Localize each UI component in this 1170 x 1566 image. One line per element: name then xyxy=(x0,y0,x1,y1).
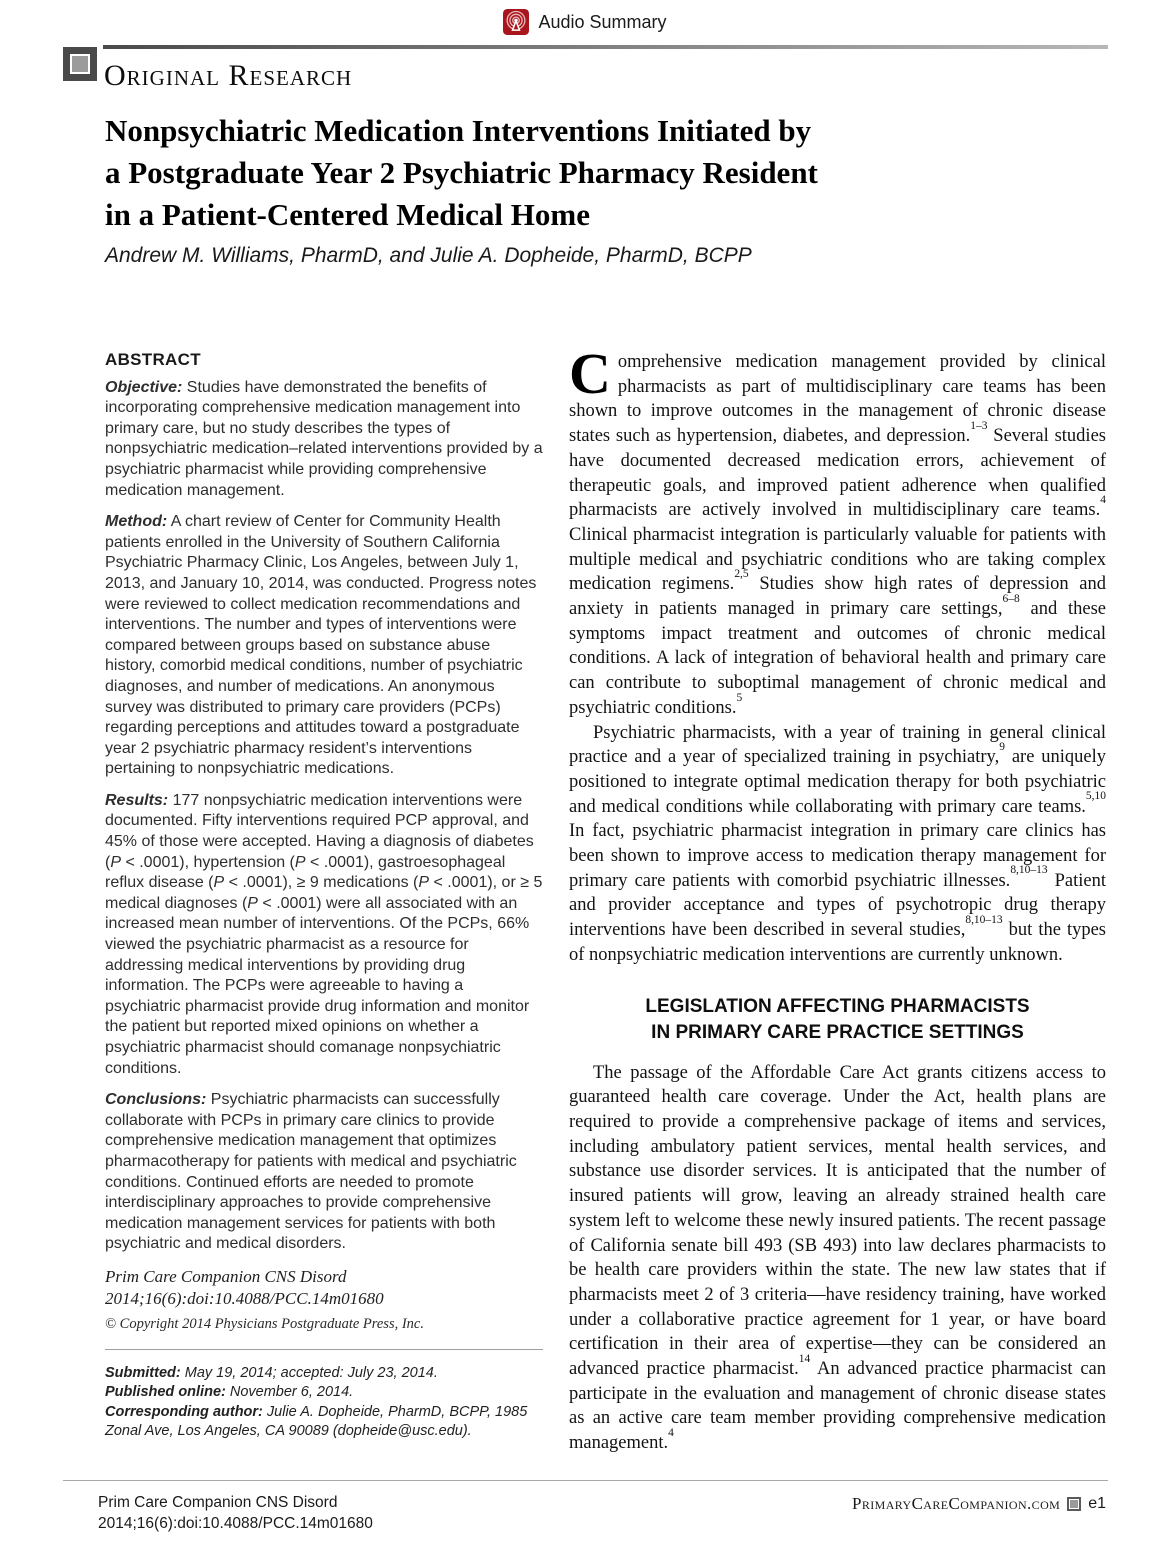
published-line xyxy=(105,1383,543,1403)
method-label: Method: xyxy=(105,513,168,531)
corresponding-author-line xyxy=(105,1403,543,1442)
abstract-divider xyxy=(105,1349,543,1350)
audio-summary-link[interactable] xyxy=(0,6,1170,38)
banner-rule xyxy=(103,45,1108,49)
copyright-notice: © Copyright 2014 Physicians Postgraduate Press, Inc. xyxy=(105,1315,424,1332)
footer-citation-line-2: 2014;16(6):doi:10.4088/PCC.14m01680 xyxy=(98,1515,373,1532)
section-heading xyxy=(569,994,1106,1046)
intro-paragraph xyxy=(569,341,1106,721)
abstract-citation xyxy=(105,1266,543,1310)
results-label: Results: xyxy=(105,791,169,809)
submitted-text: May 19, 2014; accepted: July 23, 2014. xyxy=(180,1364,438,1381)
published-label: Published online: xyxy=(105,1384,226,1401)
footer-citation xyxy=(98,1492,373,1534)
second-paragraph: Psychiatric pharmacists, with a year of training in general clinical practice and a year of specialized training in psychiatry,$^9$ are uniquely positioned to integrate optimal medication therapy for both psychiatric and medical conditions while collaborating with primary care teams.$^{5,10}$ In fact, psychiatric pharmacist integration in primary care clinics has been shown to improve access to medication therapy management for primary care patients with comorbid psychiatric illnesses.$^{8,10-13}$ Patient and provider acceptance and types of psychotropic drug therapy interventions have been described in several studies,$^{8,10-13}$ but the types of nonpsychiatric medication interventions are currently unknown. xyxy=(569,722,1107,965)
abstract-heading: ABSTRACT xyxy=(105,350,201,369)
conclusions-text: Psychiatric pharmacists can successfully collaborate with PCPs in primary care clinics to provide comprehensive medication management that optimizes pharmacotherapy for patients with medical and psychiatric conditions. Continued efforts are needed to promote interdisciplinary approaches to provide comprehensive medication management services for patients with both psychiatric and medical disorders. xyxy=(105,1091,517,1253)
title-line-2: a Postgraduate Year 2 Psychiatric Pharmacy Resident xyxy=(105,155,818,190)
results-text: 177 nonpsychiatric medication interventions were documented. Fifty interventions required PCP approval, and 45% of those were accepted. Having a diagnosis of diabetes (P < .0001), hypertension (P < .0001), gastroesophageal reflux disease (P < .0001), ≥ 9 medications (P < .0001), or ≥ 5 medical diagnoses (P < .0001) were all associated with an increased mean number of interventions. Of the PCPs, 66% viewed the psychiatric pharmacist as a resource for addressing medical interventions by providing drug information. The PCPs were agreeable to having a psychiatric pharmacist provide drug information and monitor the patient but reported mixed opinions on whether a psychiatric pharmacist should comanage nonpsychiatric conditions. xyxy=(105,791,543,1077)
footer-rule xyxy=(63,1480,1108,1481)
abstract-section xyxy=(105,350,543,1456)
abstract-results xyxy=(105,791,543,1079)
main-text-column xyxy=(569,341,1107,1456)
article-title xyxy=(105,110,1025,236)
section-heading-line-2: IN PRIMARY CARE PRACTICE SETTINGS xyxy=(651,1021,1024,1043)
corresponding-author-text: Julie A. Dopheide, PharmD, BCPP, 1985 Zonal Ave, Los Angeles, CA 90089 (dopheide@usc.edu). xyxy=(105,1403,528,1440)
original-research-label: Original Research xyxy=(104,59,353,92)
footer-site: PrimaryCareCompanion.com xyxy=(851,1494,1061,1513)
footer-page-icon xyxy=(1067,1497,1081,1511)
abstract-conclusions xyxy=(105,1090,543,1255)
original-research-banner xyxy=(63,45,1108,103)
submitted-line xyxy=(105,1364,543,1384)
article-body xyxy=(105,341,1107,1456)
conclusions-label: Conclusions: xyxy=(105,1091,207,1109)
corresponding-author-label: Corresponding author: xyxy=(105,1403,263,1420)
objective-text: Studies have demonstrated the benefits of incorporating comprehensive medication management into primary care, but no study describes the types of nonpsychiatric medication–related interventions provided by a psychiatric pharmacist while providing comprehensive medication management. xyxy=(105,378,543,499)
audio-summary-label: Audio Summary xyxy=(538,11,667,32)
published-text: November 6, 2014. xyxy=(225,1384,354,1401)
intro-text: omprehensive medication management provided by clinical pharmacists as part of multidisciplinary care teams has been shown to improve outcomes in the management of chronic disease states such as hypertension, diabetes, and depression.$^{1-3}$ Several studies have documented decreased medication errors, achievement of therapeutic goals, and improved patient adherence when qualified pharmacists are actively involved in multidisciplinary care teams.$^4$ Clinical pharmacist integration is particularly valuable for patients with multiple medical and psychiatric conditions who are taking complex medication regimens.$^{2,5}$ Studies show high rates of depression and anxiety in patients managed in primary care settings,$^{6-8}$ and these symptoms impact treatment and outcomes of chronic medical conditions. A lack of integration of behavioral health and primary care can contribute to suboptimal management of chronic medical and psychiatric conditions.$^5$ xyxy=(569,352,1106,718)
footer-right xyxy=(852,1494,1106,1514)
footer-citation-line-1: Prim Care Companion CNS Disord xyxy=(98,1494,338,1511)
original-research-icon xyxy=(63,47,97,81)
title-line-3: in a Patient-Centered Medical Home xyxy=(105,197,590,232)
title-line-1: Nonpsychiatric Medication Interventions Initiated by xyxy=(105,113,812,148)
submission-info xyxy=(105,1364,543,1442)
abstract-objective xyxy=(105,378,543,502)
objective-label: Objective: xyxy=(105,378,183,396)
abstract-method xyxy=(105,512,543,780)
article-authors: Andrew M. Williams, PharmD, and Julie A. Dopheide, PharmD, BCPP xyxy=(105,244,752,267)
legislation-paragraph: The passage of the Affordable Care Act grants citizens access to guaranteed health care coverage. Under the Act, health plans are required to provide a comprehensive package of items and services, including ambulatory patient services, mental health services, and substance use disorder services. It is anticipated that the number of insured patients will grow, leaving an already strained health care system left to welcome these newly insured patients. The recent passage of California senate bill 493 (SB 493) into law declares pharmacists to be health care providers within the state. The new law states that if pharmacists meet 2 of 3 criteria—have residency training, have worked under a collaborative practice agreement for 1 year, or have board certification in their area of expertise—they can be considered an advanced practice pharmacist.$^{14}$ An advanced practice pharmacist can participate in the evaluation and management of chronic disease states as an active care team member providing comprehensive medication management.$^4$ xyxy=(569,1062,1107,1454)
footer-page-number: e1 xyxy=(1088,1495,1106,1512)
section-heading-line-1: LEGISLATION AFFECTING PHARMACISTS xyxy=(645,995,1030,1017)
dropcap: C xyxy=(569,341,611,406)
submitted-label: Submitted: xyxy=(105,1364,181,1381)
citation-line-2: 2014;16(6):doi:10.4088/PCC.14m01680 xyxy=(105,1288,384,1308)
audio-icon xyxy=(503,9,529,35)
citation-line-1: Prim Care Companion CNS Disord xyxy=(105,1266,347,1286)
method-text: A chart review of Center for Community Health patients enrolled in the University of Southern California Psychiatric Pharmacy Clinic, Los Angeles, between July 1, 2013, and January 10, 2014, was conducted. Progress notes were reviewed to collect medication recommendations and interventions. The number and types of interventions were compared between groups based on substance abuse history, comorbid medical conditions, number of psychiatric diagnoses, and number of medications. An anonymous survey was distributed to primary care providers (PCPs) regarding perceptions and attitudes toward a postgraduate year 2 psychiatric pharmacy resident’s interventions pertaining to nonpsychiatric medications. xyxy=(105,513,537,778)
